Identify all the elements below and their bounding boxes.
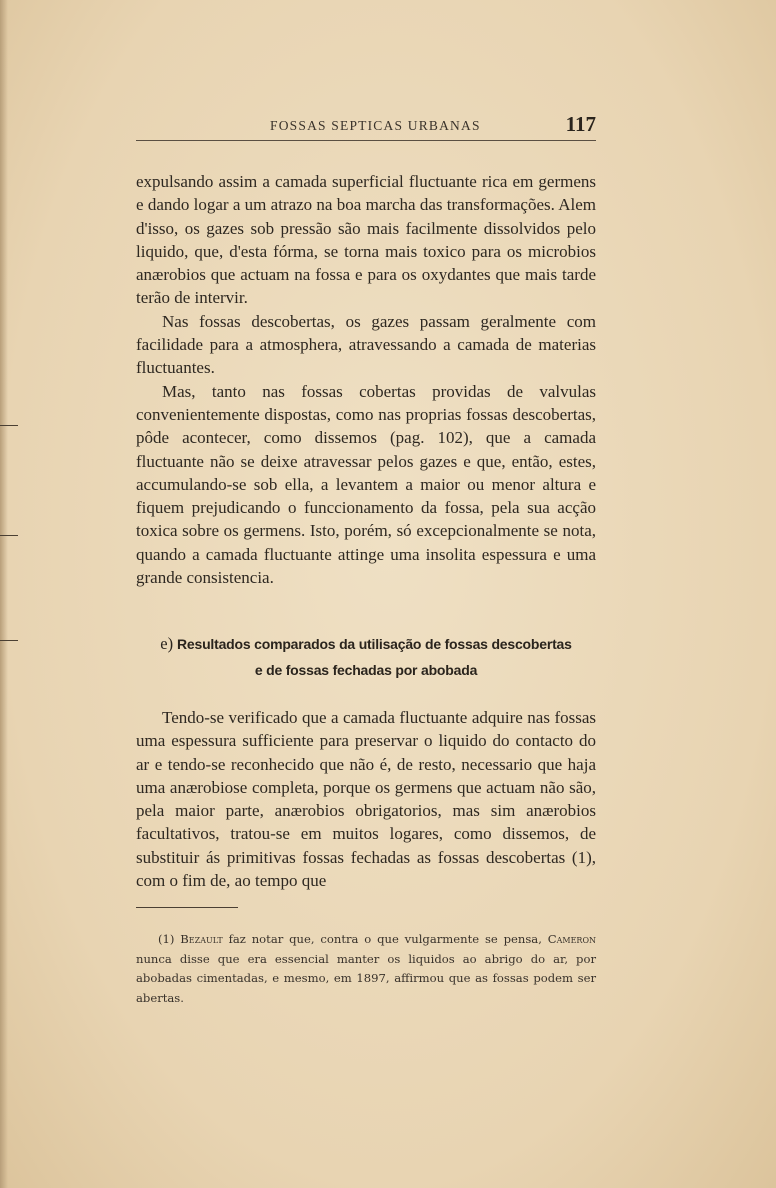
margin-tick [0, 425, 18, 426]
paragraph: Nas fossas descobertas, os gazes passam geralmente com facilidade para a atmosphera, atravessando a camada de materias fluctuantes. [136, 311, 596, 378]
margin-tick [0, 535, 18, 536]
footnote-rule [136, 907, 238, 908]
section-marker: e) [160, 634, 174, 653]
body-text [136, 170, 596, 589]
footnote-author: Cameron [547, 932, 597, 946]
footnote-number: (1) [158, 932, 175, 946]
page-number: 117 [565, 112, 596, 136]
footnote-text: nunca disse que era essencial manter os liquidos ao abrigo do ar, por abobadas cimentadas, e mesmo, em 1897, affirmou que as fossas podem ser abertas. [136, 951, 596, 1005]
paragraph: expulsando assim a camada superficial fluctuante rica em germens e dando logar a um atrazo na boa marcha das transformações. Alem d'isso, os gazes sob pressão são mais facilmente dissolvidos pelo liquido, que, d'esta fórma, se torna mais toxico para os microbios anærobios que actuam na fossa e para os oxydantes que mais tarde terão de intervir. [136, 172, 596, 308]
section-heading [136, 631, 596, 683]
footnote [136, 930, 596, 1008]
paragraph: Tendo-se verificado que a camada fluctuante adquire nas fossas uma espessura sufficiente para preservar o liquido do contacto do ar e tendo-se reconhecido que não é, de resto, necessario que haja uma anærobiose completa, porque os germens que actuam não são, pela maior parte, anærobios obrigatorios, mas sim anærobios facultativos, tratou-se em muitos logares, como dissemos, de substituir ás primitivas fossas fechadas as fossas descobertas (1), com o fim de, ao tempo que [136, 708, 596, 891]
section-heading-text: e de fossas fechadas por abobada [254, 662, 478, 678]
section-heading-text: Resultados comparados da utilisação de fossas descobertas [176, 636, 572, 652]
section-heading-line [136, 657, 596, 683]
page-edge [0, 0, 8, 1188]
paragraph: Mas, tanto nas fossas cobertas providas de valvulas convenientemente dispostas, como nas proprias fossas descobertas, pôde acontecer, como dissemos (pag. 102), que a camada fluctuante não se deixe atravessar pelos gazes e que, então, estes, accumulando-se sob ella, a levantem a maior ou menor altura e fiquem prejudicando o funccionamento da fossa, pela sua acção toxica sobre os germens. Isto, porém, só excepcionalmente se nota, quando a camada fluctuante attinge uma insolita espessura e uma grande consistencia. [136, 381, 596, 588]
section-body-text [136, 706, 596, 892]
footnote-text: faz notar que, contra o que vulgarmente se pensa, [228, 932, 542, 946]
page-header [136, 112, 596, 142]
section-heading-line [136, 631, 596, 657]
running-title: FOSSAS SEPTICAS URBANAS [270, 118, 481, 133]
header-rule [136, 140, 596, 141]
margin-tick [0, 640, 18, 641]
footnote-author: Bezault [180, 932, 223, 946]
